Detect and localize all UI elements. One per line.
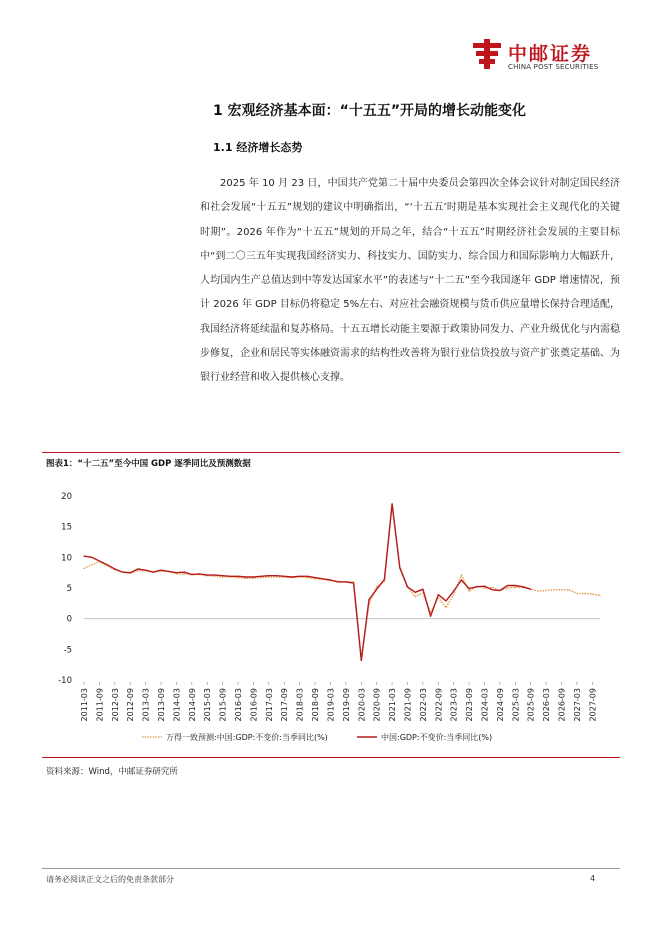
x-tick-label: 2014-03 — [172, 688, 182, 722]
x-tick-label: 2019-03 — [326, 688, 336, 722]
figure-bottom-rule — [42, 757, 620, 758]
actual-point — [199, 573, 200, 574]
x-tick-label: 2017-03 — [264, 688, 274, 722]
actual-point — [253, 576, 254, 577]
x-tick-label: 2026-03 — [542, 688, 552, 722]
actual-point — [299, 576, 300, 577]
actual-point — [222, 575, 223, 576]
forecast-point — [553, 589, 554, 590]
x-tick-label: 2016-03 — [234, 688, 244, 722]
actual-point — [83, 556, 84, 557]
actual-point — [484, 586, 485, 587]
subsection-title: 1.1 经济增长态势 — [213, 141, 303, 154]
forecast-point — [245, 578, 246, 579]
actual-point — [322, 578, 323, 579]
actual-point — [168, 571, 169, 572]
x-tick-label: 2017-09 — [280, 688, 290, 722]
x-tick-label: 2025-03 — [511, 688, 521, 722]
forecast-point — [468, 590, 469, 591]
x-tick-label: 2021-09 — [403, 688, 413, 722]
x-tick-label: 2013-09 — [157, 688, 167, 722]
forecast-point — [261, 577, 262, 578]
forecast-point — [445, 607, 446, 608]
actual-point — [160, 570, 161, 571]
actual-point — [499, 590, 500, 591]
actual-point — [99, 560, 100, 561]
actual-point — [384, 579, 385, 580]
actual-point — [114, 568, 115, 569]
forecast-point — [376, 586, 377, 587]
x-tick-label: 2015-09 — [218, 688, 228, 722]
forecast-point — [253, 578, 254, 579]
gdp-line-chart — [42, 478, 620, 746]
actual-point — [184, 571, 185, 572]
x-tick-label: 2014-09 — [187, 688, 197, 722]
x-tick-label: 2018-09 — [311, 688, 321, 722]
actual-point — [191, 574, 192, 575]
legend-forecast-label: 万得一致预测:中国:GDP:不变价:当季同比(%) — [166, 733, 328, 742]
actual-point — [438, 594, 439, 595]
forecast-point — [592, 594, 593, 595]
actual-point — [530, 589, 531, 590]
actual-point — [515, 585, 516, 586]
actual-point — [415, 592, 416, 593]
actual-point — [145, 570, 146, 571]
forecast-point — [268, 576, 269, 577]
x-tick-label: 2013-03 — [141, 688, 151, 722]
x-tick-label: 2019-09 — [341, 688, 351, 722]
actual-point — [130, 572, 131, 573]
china-post-logo-icon — [470, 37, 504, 71]
footer-disclaimer: 请务必阅读正文之后的免责条款部分 — [46, 875, 174, 884]
x-tick-label: 2027-03 — [572, 688, 582, 722]
x-tick-label: 2022-03 — [418, 688, 428, 722]
actual-point — [268, 575, 269, 576]
forecast-point — [569, 589, 570, 590]
figure-title: 图表1：“十二五”至今中国 GDP 逐季同比及预测数据 — [46, 459, 251, 469]
actual-point — [353, 582, 354, 583]
actual-point — [314, 577, 315, 578]
actual-point — [91, 557, 92, 558]
actual-point — [307, 576, 308, 577]
forecast-point — [561, 589, 562, 590]
actual-point — [291, 576, 292, 577]
forecast-point — [415, 596, 416, 597]
forecast-point — [461, 575, 462, 576]
actual-point — [422, 589, 423, 590]
actual-point — [245, 576, 246, 577]
actual-point — [522, 586, 523, 587]
x-tick-label: 2024-09 — [495, 688, 505, 722]
forecast-point — [453, 594, 454, 595]
forecast-point — [545, 590, 546, 591]
actual-point — [122, 571, 123, 572]
actual-point — [445, 600, 446, 601]
y-tick-label: -5 — [63, 645, 72, 656]
legend-actual-label: 中国:GDP:不变价:当季同比(%) — [381, 733, 493, 742]
actual-point — [361, 660, 362, 661]
body-paragraph: 2025 年 10 月 23 日，中国共产党第二十届中央委员会第四次全体会议针对制定国民经济和社会发展“十五五”规划的建议中明确指出，“‘十五五’时期是基本实现社会主义现代化的关键时期”。2026 年作为“十五五”规划的开局之年，结合“十五五”时期经济社会发展的主要目标中“到二〇三五年实现我国经济实力、科技实力、国防实力、综合国力和国际影响力大幅跃升，人均国内生产总值达到中等发达国家水平”的表述与“十二五”至今我国逐年 GDP 增速情况，预计 2026 年 GDP 目标仍将稳定 5%左右、对应社会融资规模与货币供应量增长保持合理适配，我国经济将延续温和复苏格局。十五五增长动能主要源于政策协同发力、产业升级优化与内需稳步修复，企业和居民等实体融资需求的结构性改善将为银行业信贷投放与资产扩张奠定基础、为银行业经营和收入提供核心支撑。 — [200, 178, 620, 384]
forecast-point — [137, 570, 138, 571]
section-title: 1 宏观经济基本面：“十五五”开局的增长动能变化 — [213, 103, 527, 119]
actual-point — [376, 589, 377, 590]
y-tick-label: 15 — [61, 522, 72, 533]
forecast-point — [83, 568, 84, 569]
figure-source: 资料来源：Wind，中邮证券研究所 — [46, 767, 178, 777]
forecast-point — [237, 577, 238, 578]
actual-point — [230, 576, 231, 577]
actual-point — [430, 616, 431, 617]
x-tick-label: 2012-09 — [126, 688, 136, 722]
actual-point — [284, 576, 285, 577]
actual-point — [338, 581, 339, 582]
actual-point — [461, 579, 462, 580]
forecast-point — [276, 576, 277, 577]
actual-point — [261, 576, 262, 577]
x-tick-label: 2022-09 — [434, 688, 444, 722]
actual-point — [468, 588, 469, 589]
actual-point — [368, 599, 369, 600]
x-tick-label: 2018-03 — [295, 688, 305, 722]
x-tick-label: 2025-09 — [526, 688, 536, 722]
actual-point — [330, 579, 331, 580]
forecast-point — [222, 576, 223, 577]
actual-point — [207, 575, 208, 576]
forecast-point — [214, 576, 215, 577]
forecast-point — [484, 587, 485, 588]
x-tick-label: 2016-09 — [249, 688, 259, 722]
y-tick-label: 10 — [61, 553, 72, 564]
y-tick-label: 5 — [66, 584, 72, 594]
x-tick-label: 2012-03 — [110, 688, 120, 722]
actual-point — [345, 581, 346, 582]
page-number: 4 — [590, 874, 596, 883]
x-tick-label: 2021-03 — [388, 688, 398, 722]
x-tick-label: 2023-09 — [465, 688, 475, 722]
x-tick-label: 2024-03 — [480, 688, 490, 722]
actual-point — [214, 575, 215, 576]
x-tick-label: 2023-03 — [449, 688, 459, 722]
y-tick-label: 20 — [61, 492, 72, 502]
forecast-point — [91, 564, 92, 565]
actual-point — [476, 586, 477, 587]
forecast-point — [353, 581, 354, 582]
forecast-point — [184, 573, 185, 574]
forecast-point — [538, 590, 539, 591]
actual-point — [153, 571, 154, 572]
actual-point — [407, 586, 408, 587]
actual-point — [492, 589, 493, 590]
y-tick-label: 0 — [66, 614, 72, 625]
footer-divider — [42, 868, 620, 869]
forecast-point — [576, 593, 577, 594]
actual-point — [176, 572, 177, 573]
y-tick-label: -10 — [58, 676, 72, 686]
forecast-point — [307, 577, 308, 578]
actual-point — [237, 576, 238, 577]
logo-english-text: CHINA POST SECURITIES — [508, 63, 599, 71]
x-tick-label: 2020-09 — [372, 688, 382, 722]
forecast-point — [492, 587, 493, 588]
actual-point — [399, 567, 400, 568]
actual-point — [507, 585, 508, 586]
forecast-point — [599, 595, 600, 596]
x-tick-label: 2015-03 — [203, 688, 213, 722]
actual-point — [453, 590, 454, 591]
forecast-point — [176, 573, 177, 574]
actual-series-line — [84, 504, 531, 660]
forecast-point — [584, 593, 585, 594]
forecast-point — [507, 587, 508, 588]
x-tick-label: 2011-09 — [95, 688, 105, 722]
x-tick-label: 2011-03 — [80, 688, 89, 722]
x-tick-label: 2020-03 — [357, 688, 367, 722]
logo-chinese-text: 中邮证券 — [508, 43, 593, 65]
actual-point — [276, 575, 277, 576]
forecast-point — [515, 587, 516, 588]
company-logo — [470, 37, 620, 77]
x-tick-label: 2026-09 — [557, 688, 567, 722]
actual-point — [137, 568, 138, 569]
x-tick-label: 2027-09 — [588, 688, 598, 722]
actual-point — [391, 503, 392, 504]
actual-point — [107, 564, 108, 565]
